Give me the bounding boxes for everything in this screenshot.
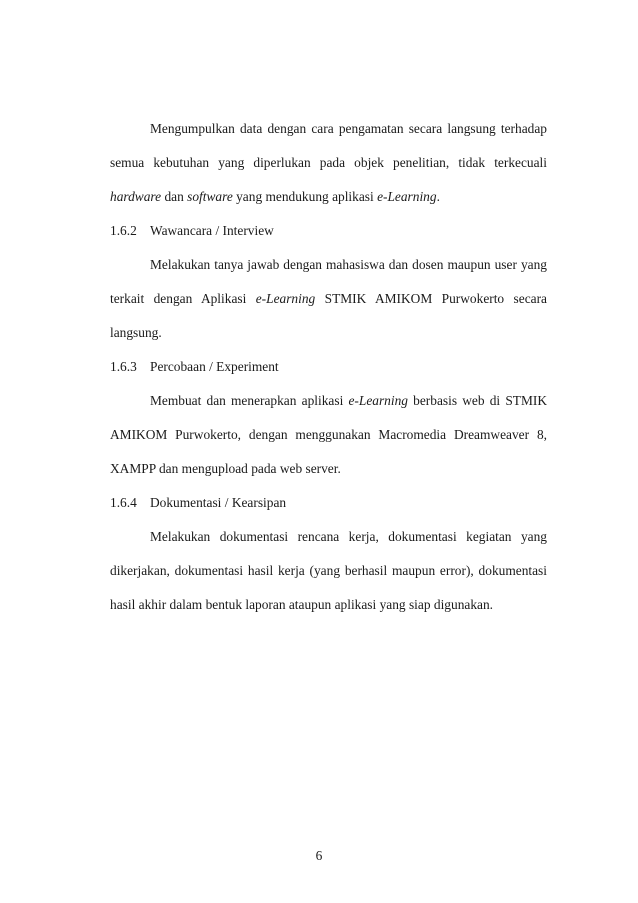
text-span: AMIKOM Purwokerto, dengan menggunakan Macromedia Dreamweaver 8, bbox=[110, 427, 547, 442]
italic-term-hardware: hardware bbox=[110, 189, 162, 204]
section-title: Wawancara / Interview bbox=[150, 223, 274, 238]
text-span: terkait dengan Aplikasi bbox=[110, 291, 256, 306]
paragraph-1-line-3 bbox=[110, 186, 547, 220]
text-span: langsung. bbox=[110, 325, 162, 340]
text-span: Melakukan dokumentasi rencana kerja, dokumentasi kegiatan yang bbox=[150, 529, 547, 544]
italic-term-software: software bbox=[187, 189, 233, 204]
text-span: semua kebutuhan yang diperlukan pada objek penelitian, tidak terkecuali bbox=[110, 155, 547, 170]
section-number: 1.6.3 bbox=[110, 359, 137, 374]
text-span: hasil akhir dalam bentuk laporan ataupun aplikasi yang siap digunakan. bbox=[110, 597, 494, 612]
paragraph-3-line-2 bbox=[110, 424, 547, 458]
paragraph-1-line-2 bbox=[110, 152, 547, 186]
text-span: Melakukan tanya jawab dengan mahasiswa dan dosen maupun user yang bbox=[150, 257, 547, 272]
paragraph-2-line-2 bbox=[110, 288, 547, 322]
paragraph-2-line-3 bbox=[110, 322, 547, 356]
italic-term-elearning: e-Learning bbox=[255, 291, 316, 306]
section-number: 1.6.2 bbox=[110, 223, 137, 238]
italic-term-elearning: e-Learning bbox=[348, 393, 408, 408]
section-heading-1-6-3 bbox=[110, 356, 547, 390]
text-span: XAMPP dan mengupload pada web server. bbox=[110, 461, 341, 476]
section-number: 1.6.4 bbox=[110, 495, 137, 510]
text-span: yang mendukung aplikasi bbox=[232, 189, 378, 204]
section-heading-1-6-2 bbox=[110, 220, 547, 254]
paragraph-4-line-2 bbox=[110, 560, 547, 594]
paragraph-1-line-1 bbox=[110, 118, 547, 152]
italic-term-elearning: e-Learning bbox=[377, 189, 437, 204]
paragraph-2-line-1 bbox=[110, 254, 547, 288]
text-span: dan bbox=[161, 189, 188, 204]
section-title: Dokumentasi / Kearsipan bbox=[150, 495, 287, 510]
body-text bbox=[110, 118, 547, 628]
paragraph-3-line-1 bbox=[110, 390, 547, 424]
section-heading-1-6-4 bbox=[110, 492, 547, 526]
page-number: 6 bbox=[315, 848, 323, 863]
paragraph-4-line-3 bbox=[110, 594, 547, 628]
text-span: STMIK AMIKOM Purwokerto secara bbox=[315, 291, 547, 306]
paragraph-4-line-1 bbox=[110, 526, 547, 560]
text-span: dikerjakan, dokumentasi hasil kerja (yang berhasil maupun error), dokumentasi bbox=[110, 563, 547, 578]
text-span: . bbox=[436, 189, 440, 204]
text-span: Mengumpulkan data dengan cara pengamatan secara langsung terhadap bbox=[150, 121, 547, 136]
paragraph-3-line-3 bbox=[110, 458, 547, 492]
text-span: Membuat dan menerapkan aplikasi bbox=[150, 393, 349, 408]
section-title: Percobaan / Experiment bbox=[150, 359, 279, 374]
text-span: berbasis web di STMIK bbox=[407, 393, 547, 408]
